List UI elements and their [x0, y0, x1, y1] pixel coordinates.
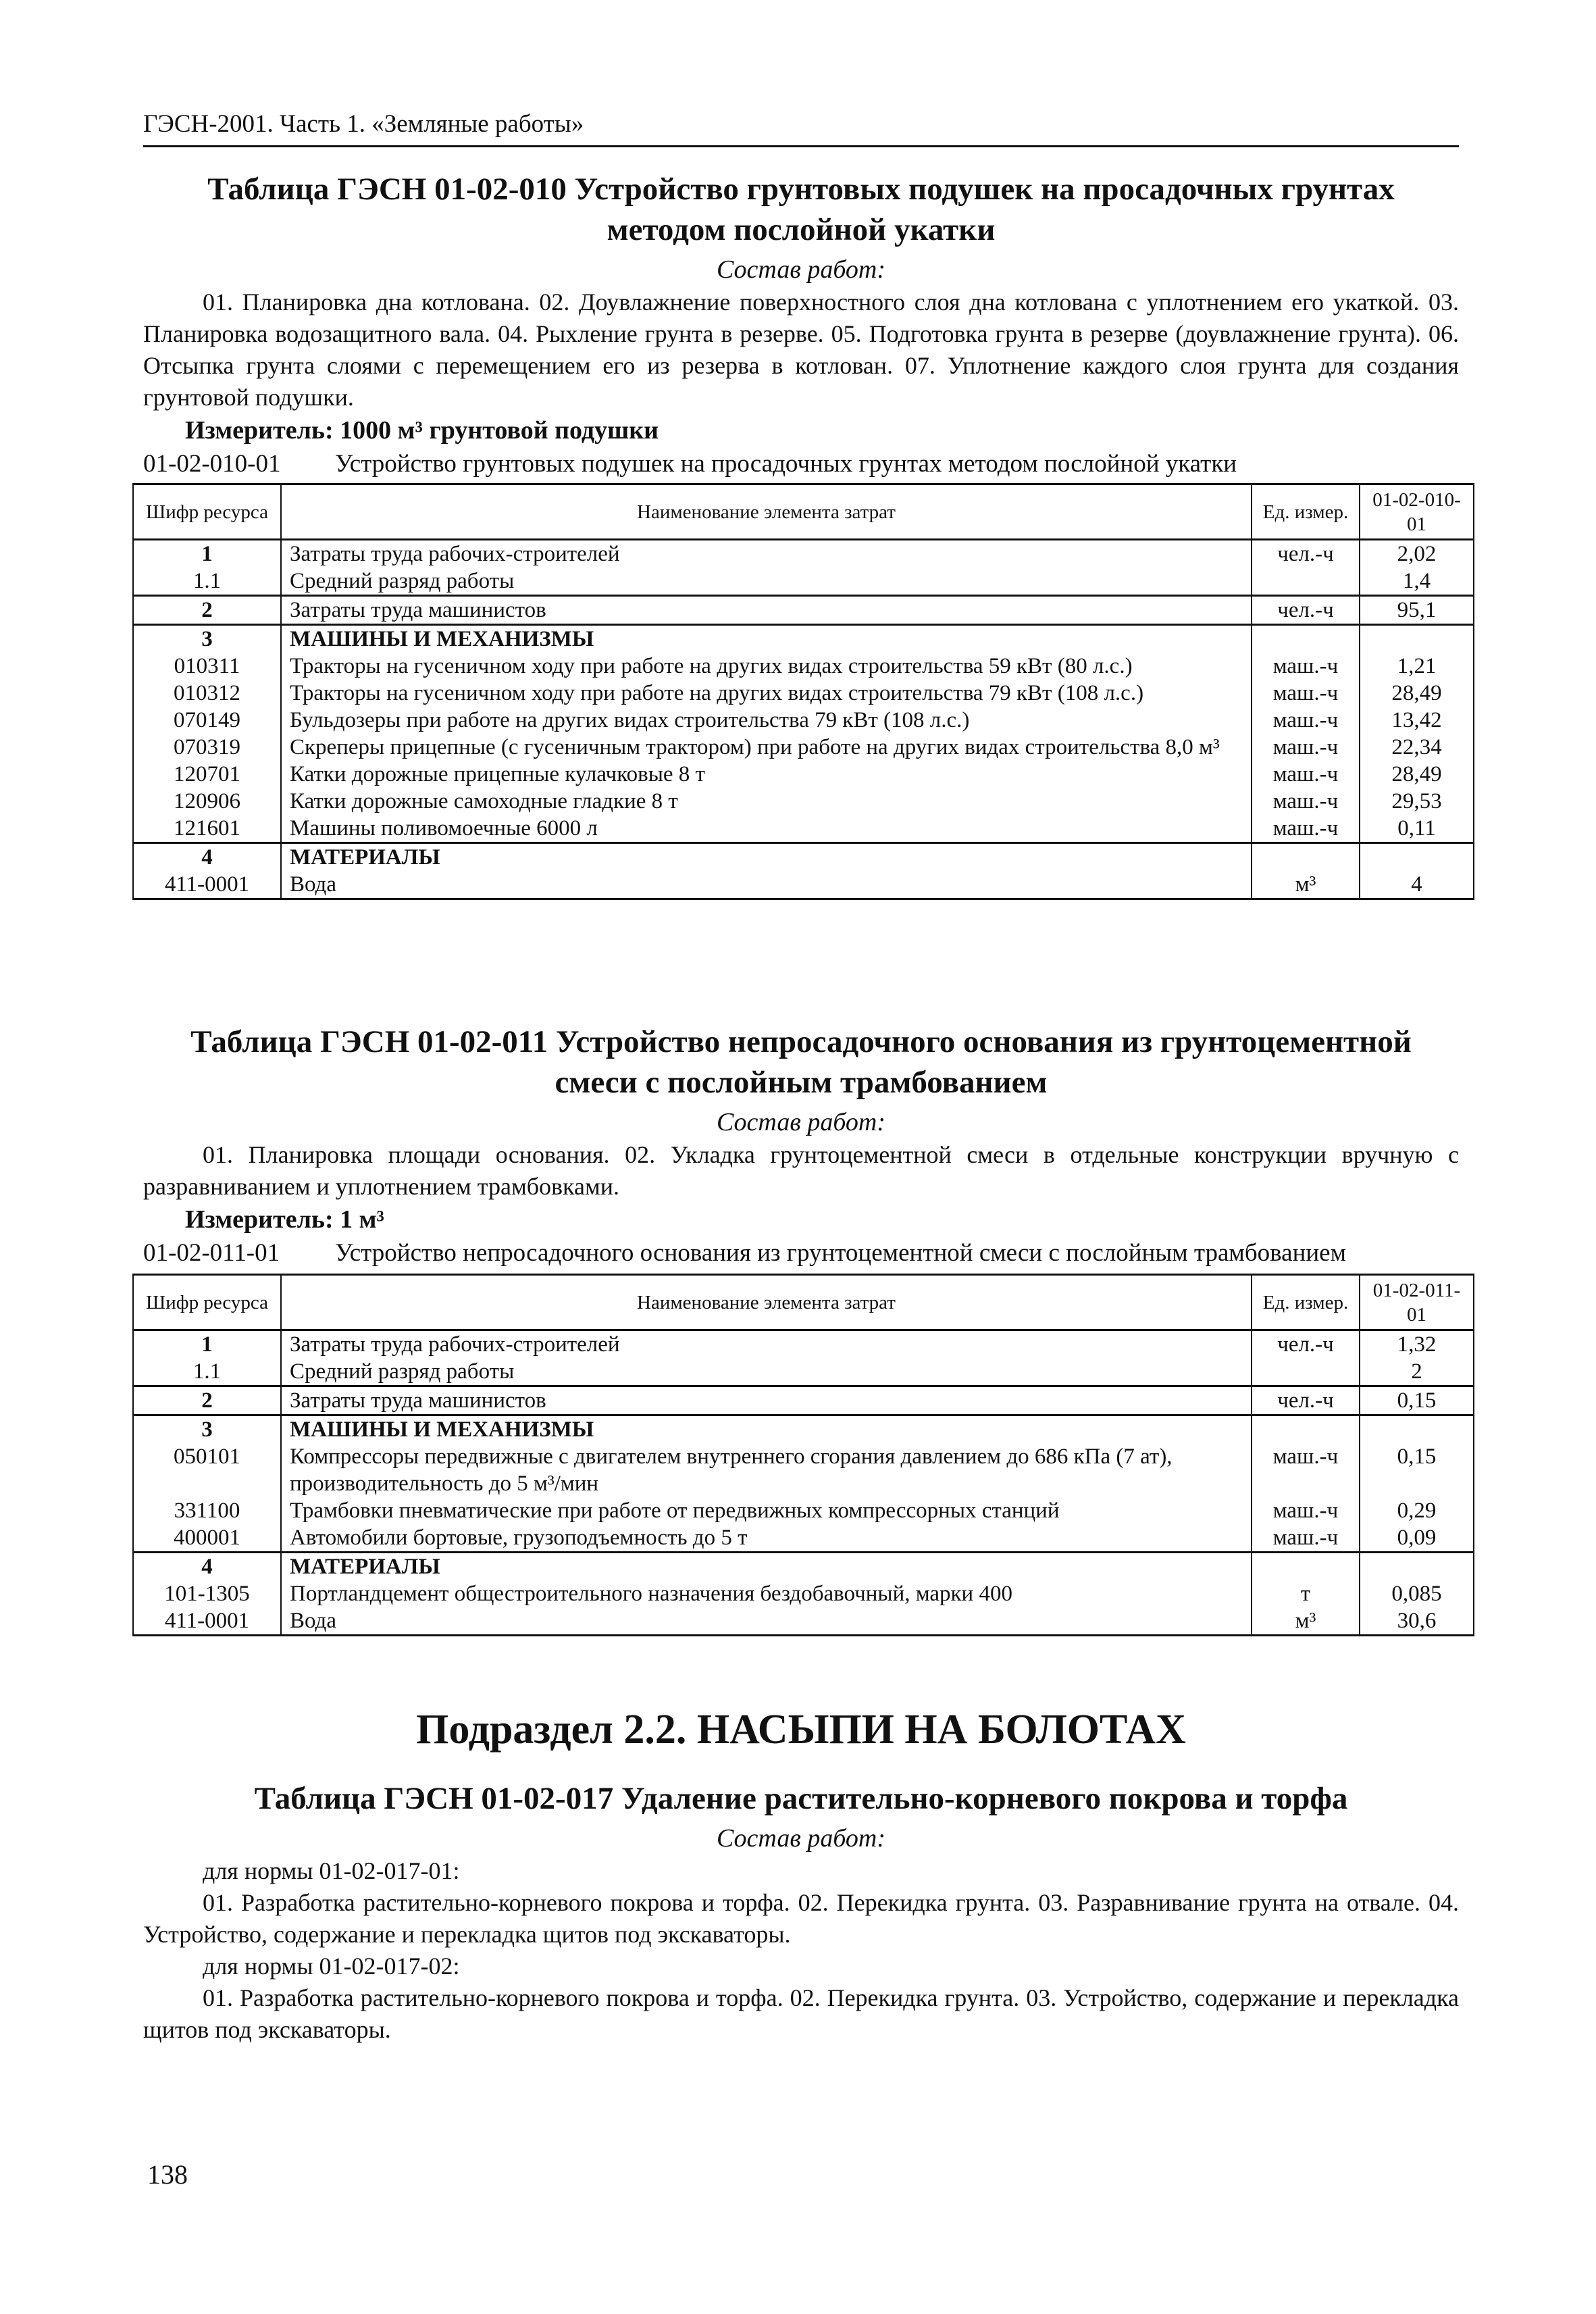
cell-unit: маш.-ч	[1252, 1497, 1360, 1524]
cell-name: Вода	[281, 1607, 1252, 1636]
table2-grid	[132, 1274, 1474, 1636]
header-name: Наименование элемента затрат	[281, 484, 1252, 540]
cell-name: Бульдозеры при работе на других видах строительства 79 кВт (108 л.с.)	[281, 707, 1252, 734]
cell-name: Средний разряд работы	[281, 568, 1252, 596]
header-code: Шифр ресурса	[133, 484, 281, 540]
cell-code: 101-1305	[133, 1580, 281, 1607]
cell-value	[1360, 1553, 1474, 1581]
cell-unit: маш.-ч	[1252, 734, 1360, 761]
cell-unit: чел.-ч	[1252, 596, 1360, 625]
table-row	[133, 843, 1474, 872]
table-row	[133, 1553, 1474, 1581]
cell-name: Затраты труда рабочих-строителей	[281, 1330, 1252, 1359]
cell-value: 0,29	[1360, 1497, 1474, 1524]
cell-code: 4	[133, 843, 281, 872]
table1-norm-line	[143, 447, 1459, 481]
cell-value: 30,6	[1360, 1607, 1474, 1636]
cell-value	[1360, 843, 1474, 872]
cell-value: 13,42	[1360, 707, 1474, 734]
cell-unit: м³	[1252, 871, 1360, 899]
cell-unit: маш.-ч	[1252, 815, 1360, 843]
table-row	[133, 1524, 1474, 1553]
table3-norm1-text: 01. Разработка растительно-корневого покрова и торфа. 02. Перекидка грунта. 03. Разравнивание грунта на отвале. 04. Устройство, содержание и перекладка щитов под экскаваторы.	[143, 1889, 1459, 1948]
cell-code: 120701	[133, 761, 281, 788]
table-row	[133, 1330, 1474, 1359]
header-code: Шифр ресурса	[133, 1275, 281, 1330]
table2-heading	[143, 1022, 1459, 1270]
cell-name: Затраты труда машинистов	[281, 596, 1252, 625]
table-row	[133, 1415, 1474, 1444]
table1-title-line2: методом послойной укатки	[607, 212, 996, 247]
cell-code: 2	[133, 596, 281, 625]
cell-unit: маш.-ч	[1252, 707, 1360, 734]
table1-meter: Измеритель: 1000 м³ грунтовой подушки	[185, 416, 659, 445]
cell-value	[1360, 625, 1474, 653]
cell-name: Автомобили бортовые, грузоподъемность до 5 т	[281, 1524, 1252, 1553]
cell-unit: маш.-ч	[1252, 1524, 1360, 1553]
cell-name: МАТЕРИАЛЫ	[281, 843, 1252, 872]
table2-composition: 01. Планировка площади основания. 02. Укладка грунтоцементной смеси в отдельные конструкции вручную с разравниванием и уплотнением трамбовками.	[143, 1141, 1459, 1200]
table-row	[133, 1358, 1474, 1386]
cell-name: Портландцемент общестроительного назначения бездобавочный, марки 400	[281, 1580, 1252, 1607]
table2-norm-name: Устройство непросадочного основания из грунтоцементной смеси с послойным трамбованием	[335, 1239, 1347, 1267]
table-row	[133, 1607, 1474, 1636]
cell-code: 411-0001	[133, 1607, 281, 1636]
cell-unit	[1252, 843, 1360, 872]
table-row	[133, 1386, 1474, 1415]
table-row	[133, 625, 1474, 653]
cell-name: Скреперы прицепные (с гусеничным трактором) при работе на других видах строительства 8,0 м³	[281, 734, 1252, 761]
table-row	[133, 680, 1474, 707]
cell-value: 1,21	[1360, 653, 1474, 680]
cell-name: МАШИНЫ И МЕХАНИЗМЫ	[281, 1415, 1252, 1444]
cell-value: 95,1	[1360, 596, 1474, 625]
cell-value: 0,09	[1360, 1524, 1474, 1553]
cell-code: 3	[133, 625, 281, 653]
cell-value: 22,34	[1360, 734, 1474, 761]
cell-unit	[1252, 1553, 1360, 1581]
cell-code: 1.1	[133, 568, 281, 596]
cell-code: 411-0001	[133, 871, 281, 899]
header-norm: 01-02-011-01	[1360, 1275, 1474, 1330]
cell-name: МАТЕРИАЛЫ	[281, 1553, 1252, 1581]
cell-code: 1	[133, 1330, 281, 1359]
subsection-title: Подраздел 2.2. НАСЫПИ НА БОЛОТАХ	[416, 1707, 1186, 1753]
cell-unit: маш.-ч	[1252, 1443, 1360, 1497]
table2-meter: Измеритель: 1 м³	[185, 1205, 384, 1234]
cell-unit: маш.-ч	[1252, 761, 1360, 788]
table-row	[133, 707, 1474, 734]
cell-unit: чел.-ч	[1252, 1386, 1360, 1415]
cell-code: 1	[133, 540, 281, 568]
cell-name: Тракторы на гусеничном ходу при работе на других видах строительства 79 кВт (108 л.с.)	[281, 680, 1252, 707]
table-row	[133, 540, 1474, 568]
cell-code: 010311	[133, 653, 281, 680]
cell-unit: маш.-ч	[1252, 653, 1360, 680]
table-row	[133, 788, 1474, 815]
table1-norm-code: 01-02-010-01	[143, 450, 281, 478]
cell-unit: чел.-ч	[1252, 540, 1360, 568]
cell-code: 121601	[133, 815, 281, 843]
table2-norm-code: 01-02-011-01	[143, 1239, 280, 1267]
table3-norm2-label: для нормы 01-02-017-02:	[203, 1953, 460, 1980]
cell-unit	[1252, 568, 1360, 596]
cell-code: 010312	[133, 680, 281, 707]
table3-norm2-text: 01. Разработка растительно-корневого покрова и торфа. 02. Перекидка грунта. 03. Устройство, содержание и перекладка щитов под экскаваторы.	[143, 1984, 1459, 2043]
table-row	[133, 734, 1474, 761]
cell-value: 0,11	[1360, 815, 1474, 843]
cell-value: 2	[1360, 1358, 1474, 1386]
cell-code: 070149	[133, 707, 281, 734]
cell-value: 0,15	[1360, 1386, 1474, 1415]
cell-value: 28,49	[1360, 680, 1474, 707]
cell-code: 4	[133, 1553, 281, 1581]
table-row	[133, 653, 1474, 680]
cell-name: Тракторы на гусеничном ходу при работе на других видах строительства 59 кВт (80 л.с.)	[281, 653, 1252, 680]
cell-unit: т	[1252, 1580, 1360, 1607]
table-row	[133, 1497, 1474, 1524]
cell-code: 120906	[133, 788, 281, 815]
table2-title-line1: Таблица ГЭСН 01-02-011 Устройство непросадочного основания из грунтоцементной	[190, 1024, 1412, 1059]
cell-value: 2,02	[1360, 540, 1474, 568]
cell-code: 331100	[133, 1497, 281, 1524]
cell-name: Компрессоры передвижные с двигателем внутреннего сгорания давлением до 686 кПа (7 ат), производительность до 5 м³/мин	[281, 1443, 1252, 1497]
cell-name: Вода	[281, 871, 1252, 899]
table2-header-row	[133, 1275, 1474, 1330]
cell-name: Трамбовки пневматические при работе от передвижных компрессорных станций	[281, 1497, 1252, 1524]
table1-header-row	[133, 484, 1474, 540]
cell-unit	[1252, 1415, 1360, 1444]
cell-value: 28,49	[1360, 761, 1474, 788]
table-row	[133, 596, 1474, 625]
cell-value: 0,085	[1360, 1580, 1474, 1607]
table-row	[133, 815, 1474, 843]
cell-name: Средний разряд работы	[281, 1358, 1252, 1386]
header-unit: Ед. измер.	[1252, 1275, 1360, 1330]
cell-value: 29,53	[1360, 788, 1474, 815]
cell-value: 0,15	[1360, 1443, 1474, 1497]
cell-unit: м³	[1252, 1607, 1360, 1636]
cell-unit	[1252, 625, 1360, 653]
table1-norm-name: Устройство грунтовых подушек на просадочных грунтах методом послойной укатки	[335, 450, 1237, 478]
table2-norm-line	[143, 1236, 1459, 1270]
cell-unit: маш.-ч	[1252, 680, 1360, 707]
table3-norm1-label: для нормы 01-02-017-01:	[203, 1857, 460, 1884]
cell-value	[1360, 1415, 1474, 1444]
table2-title-line2: смеси с послойным трамбованием	[555, 1065, 1048, 1100]
table1-title-line1: Таблица ГЭСН 01-02-010 Устройство грунтовых подушек на просадочных грунтах	[207, 172, 1395, 207]
cell-code: 1.1	[133, 1358, 281, 1386]
cell-code: 050101	[133, 1443, 281, 1497]
running-head: ГЭСН-2001. Часть 1. «Земляные работы»	[143, 109, 1459, 147]
table-row	[133, 568, 1474, 596]
table2-composition-label: Состав работ:	[716, 1108, 886, 1136]
table-row	[133, 871, 1474, 899]
cell-unit: чел.-ч	[1252, 1330, 1360, 1359]
cell-name: МАШИНЫ И МЕХАНИЗМЫ	[281, 625, 1252, 653]
header-name: Наименование элемента затрат	[281, 1275, 1252, 1330]
table1-heading	[143, 169, 1459, 481]
cell-value: 1,32	[1360, 1330, 1474, 1359]
cell-name: Катки дорожные прицепные кулачковые 8 т	[281, 761, 1252, 788]
table1-grid	[132, 483, 1474, 900]
table3-title: Таблица ГЭСН 01-02-017 Удаление растительно-корневого покрова и торфа	[254, 1781, 1348, 1816]
cell-value: 4	[1360, 871, 1474, 899]
header-norm: 01-02-010-01	[1360, 484, 1474, 540]
cell-unit: маш.-ч	[1252, 788, 1360, 815]
table-row	[133, 1443, 1474, 1497]
cell-code: 070319	[133, 734, 281, 761]
cell-code: 2	[133, 1386, 281, 1415]
table3-heading	[143, 1778, 1459, 2046]
cell-name: Затраты труда машинистов	[281, 1386, 1252, 1415]
cell-code: 3	[133, 1415, 281, 1444]
table3-composition-label: Состав работ:	[716, 1824, 886, 1853]
header-unit: Ед. измер.	[1252, 484, 1360, 540]
cell-name: Катки дорожные самоходные гладкие 8 т	[281, 788, 1252, 815]
page-number: 138	[147, 2159, 188, 2190]
cell-name: Затраты труда рабочих-строителей	[281, 540, 1252, 568]
table-row	[133, 1580, 1474, 1607]
cell-name: Машины поливомоечные 6000 л	[281, 815, 1252, 843]
table1-composition-label: Состав работ:	[716, 255, 886, 284]
cell-code: 400001	[133, 1524, 281, 1553]
table1-composition: 01. Планировка дна котлована. 02. Доувлажнение поверхностного слоя дна котлована с уплотнением его укаткой. 03. Планировка водозащитного вала. 04. Рыхление грунта в резерве. 05. Подготовка грунта в резерве (доувлажнение грунта). 06. Отсыпка грунта слоями с перемещением его из резерва в котлован. 07. Уплотнение каждого слоя грунта для создания грунтовой подушки.	[143, 288, 1459, 411]
cell-value: 1,4	[1360, 568, 1474, 596]
table-row	[133, 761, 1474, 788]
cell-unit	[1252, 1358, 1360, 1386]
